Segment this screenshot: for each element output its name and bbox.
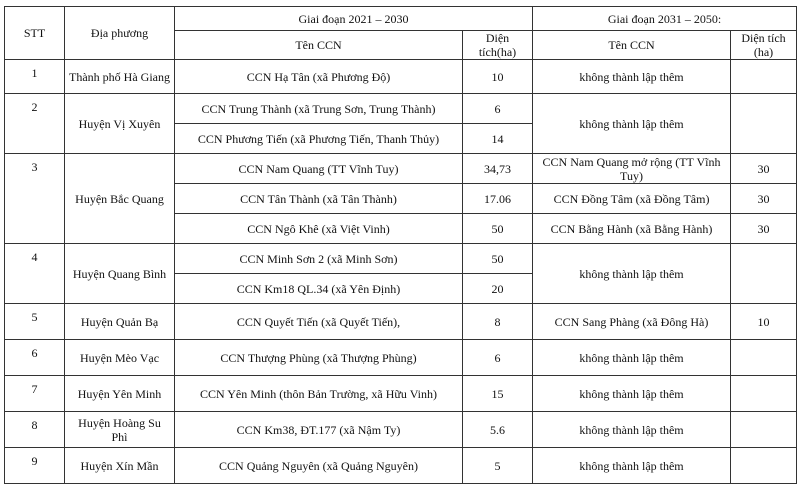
table-row (5, 154, 797, 184)
locality-cell: Huyện Hoàng Su Phì (65, 412, 175, 448)
table-row (5, 412, 797, 448)
stt-cell: 7 (5, 376, 65, 412)
ccn-name-cell: CCN Ngô Khê (xã Việt Vinh) (175, 214, 463, 244)
ccn-name-cell: CCN Quảng Nguyên (xã Quảng Nguyên) (175, 448, 463, 484)
locality-cell: Huyện Vị Xuyên (65, 94, 175, 154)
ccn-name-2050-cell: không thành lập thêm (533, 448, 731, 484)
area-cell: 14 (463, 124, 533, 154)
header-ccn-name-1: Tên CCN (175, 31, 463, 60)
area-2050-cell (731, 94, 797, 154)
ccn-name-2050-cell: không thành lập thêm (533, 60, 731, 94)
locality-cell: Thành phố Hà Giang (65, 60, 175, 94)
ccn-name-cell: CCN Quyết Tiến (xã Quyết Tiến), (175, 304, 463, 340)
area-2050-cell (731, 60, 797, 94)
document (4, 6, 796, 484)
ccn-name-cell: CCN Minh Sơn 2 (xã Minh Sơn) (175, 244, 463, 274)
area-2050-cell: 30 (731, 214, 797, 244)
header-period-2031-2050: Giai đoạn 2031 – 2050: (533, 7, 797, 31)
ccn-name-2050-cell: CCN Bằng Hành (xã Bằng Hành) (533, 214, 731, 244)
ccn-name-2050-cell: không thành lập thêm (533, 94, 731, 154)
area-2050-cell (731, 244, 797, 304)
ccn-name-2050-cell: không thành lập thêm (533, 376, 731, 412)
header-period-2021-2030: Giai đoạn 2021 – 2030 (175, 7, 533, 31)
stt-cell: 2 (5, 94, 65, 154)
ccn-name-2050-cell: không thành lập thêm (533, 412, 731, 448)
table-row (5, 94, 797, 124)
ccn-name-cell: CCN Phương Tiến (xã Phương Tiến, Thanh Thủy) (175, 124, 463, 154)
ccn-name-cell: CCN Nam Quang (TT Vĩnh Tuy) (175, 154, 463, 184)
table-row (5, 448, 797, 484)
area-cell: 50 (463, 214, 533, 244)
locality-cell: Huyện Yên Minh (65, 376, 175, 412)
table-row (5, 244, 797, 274)
area-2050-cell: 30 (731, 154, 797, 184)
stt-cell: 1 (5, 60, 65, 94)
locality-cell: Huyện Bắc Quang (65, 154, 175, 244)
table-row (5, 376, 797, 412)
ccn-name-2050-cell: không thành lập thêm (533, 340, 731, 376)
area-cell: 34,73 (463, 154, 533, 184)
area-2050-cell (731, 376, 797, 412)
area-2050-cell (731, 340, 797, 376)
area-cell: 20 (463, 274, 533, 304)
area-cell: 15 (463, 376, 533, 412)
table-row (5, 304, 797, 340)
locality-cell: Huyện Quang Bình (65, 244, 175, 304)
area-2050-cell: 30 (731, 184, 797, 214)
area-cell: 17.06 (463, 184, 533, 214)
ccn-name-2050-cell: CCN Đồng Tâm (xã Đồng Tâm) (533, 184, 731, 214)
stt-cell: 9 (5, 448, 65, 484)
header-ccn-name-2: Tên CCN (533, 31, 731, 60)
area-cell: 5.6 (463, 412, 533, 448)
area-2050-cell: 10 (731, 304, 797, 340)
ccn-name-cell: CCN Tân Thành (xã Tân Thành) (175, 184, 463, 214)
area-cell: 6 (463, 340, 533, 376)
area-cell: 10 (463, 60, 533, 94)
area-2050-cell (731, 412, 797, 448)
header-locality: Địa phương (65, 7, 175, 60)
stt-cell: 3 (5, 154, 65, 244)
header-stt: STT (5, 7, 65, 60)
ccn-name-cell: CCN Yên Minh (thôn Bản Trường, xã Hữu Vinh) (175, 376, 463, 412)
area-cell: 8 (463, 304, 533, 340)
area-cell: 5 (463, 448, 533, 484)
area-cell: 50 (463, 244, 533, 274)
locality-cell: Huyện Mèo Vạc (65, 340, 175, 376)
industrial-cluster-table (4, 6, 797, 484)
ccn-name-cell: CCN Thượng Phùng (xã Thượng Phùng) (175, 340, 463, 376)
stt-cell: 5 (5, 304, 65, 340)
locality-cell: Huyện Quản Bạ (65, 304, 175, 340)
ccn-name-2050-cell: CCN Sang Phàng (xã Đông Hà) (533, 304, 731, 340)
ccn-name-cell: CCN Km18 QL.34 (xã Yên Định) (175, 274, 463, 304)
ccn-name-2050-cell: không thành lập thêm (533, 244, 731, 304)
area-cell: 6 (463, 94, 533, 124)
locality-cell: Huyện Xín Mần (65, 448, 175, 484)
header-area-2: Diện tích (ha) (731, 31, 797, 60)
header-row-1 (5, 7, 797, 31)
header-area-1: Diện tích(ha) (463, 31, 533, 60)
ccn-name-2050-cell: CCN Nam Quang mở rộng (TT Vĩnh Tuy) (533, 154, 731, 184)
stt-cell: 6 (5, 340, 65, 376)
ccn-name-cell: CCN Hạ Tân (xã Phương Độ) (175, 60, 463, 94)
ccn-name-cell: CCN Km38, ĐT.177 (xã Nậm Ty) (175, 412, 463, 448)
table-row (5, 60, 797, 94)
stt-cell: 4 (5, 244, 65, 304)
area-2050-cell (731, 448, 797, 484)
stt-cell: 8 (5, 412, 65, 448)
table-row (5, 340, 797, 376)
ccn-name-cell: CCN Trung Thành (xã Trung Sơn, Trung Thành) (175, 94, 463, 124)
